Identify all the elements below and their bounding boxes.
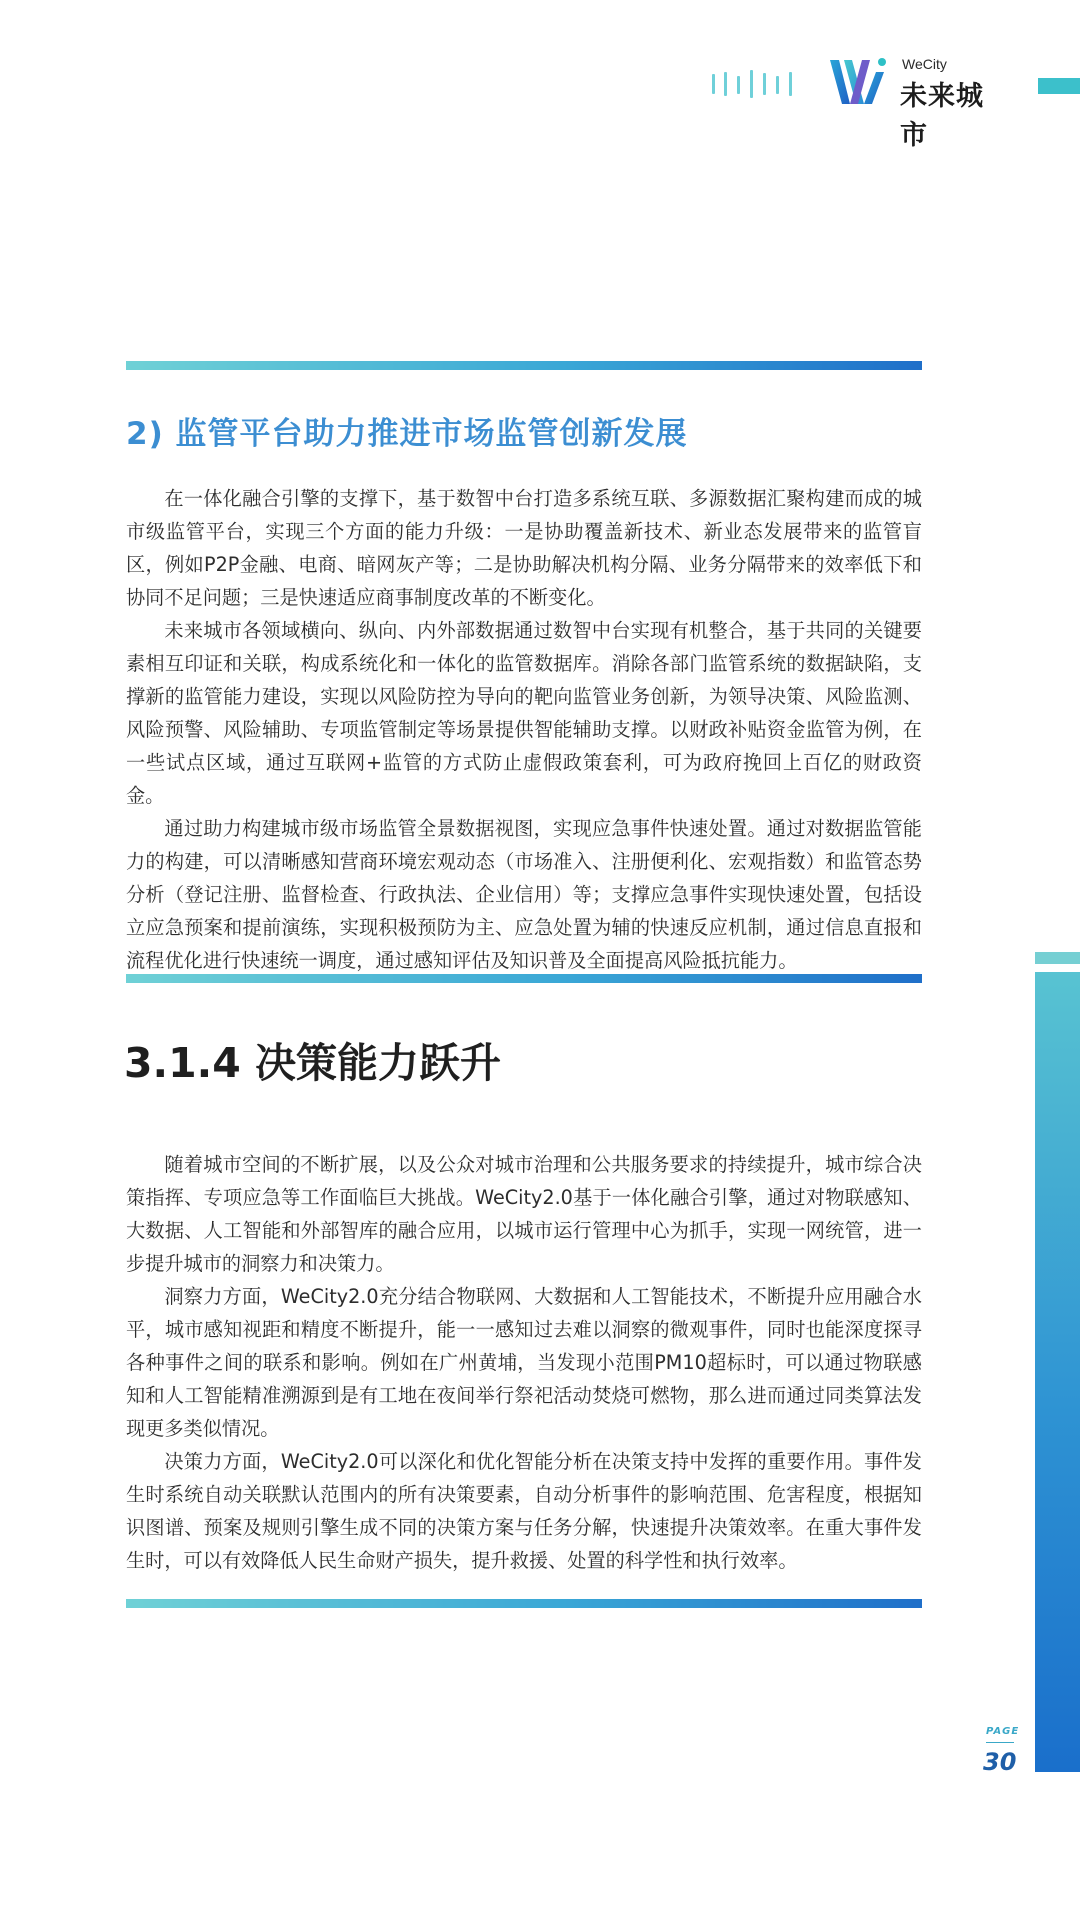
logo-english-text: WeCity (902, 56, 947, 72)
divider-bar (126, 974, 922, 983)
decor-tick (712, 74, 715, 94)
corner-accent-tab (1038, 78, 1080, 94)
section-body (126, 482, 922, 977)
paragraph: 洞察力方面，WeCity2.0充分结合物联网、大数据和人工智能技术，不断提升应用融合水平，城市感知视距和精度不断提升，能一一感知过去难以洞察的微观事件，同时也能深度探寻各种事件之间的联系和影响。例如在广州黄埔，当发现小范围PM10超标时，可以通过物联感知和人工智能精准溯源到是有工地在夜间举行祭祀活动焚烧可燃物，那么进而通过同类算法发现更多类似情况。 (126, 1285, 922, 1440)
decor-tick (776, 76, 779, 94)
decor-tick (763, 73, 766, 95)
divider-bar (126, 1599, 922, 1608)
chapter-body (126, 1148, 922, 1577)
paragraph: 决策力方面，WeCity2.0可以深化和优化智能分析在决策支持中发挥的重要作用。事件发生时系统自动关联默认范围内的所有决策要素，自动分析事件的影响范围、危害程度，根据知识图谱、预案及规则引擎生成不同的决策方案与任务分解，快速提升决策效率。在重大事件发生时，可以有效降低人民生命财产损失，提升救援、处置的科学性和执行效率。 (126, 1450, 922, 1572)
divider-bar (126, 361, 922, 370)
decor-tick (737, 76, 740, 94)
logo-chinese-text: 未来城市 (900, 81, 984, 151)
page-rule (986, 1742, 1014, 1743)
wecity-logo (828, 52, 1008, 151)
decor-tick (789, 72, 792, 96)
paragraph: 未来城市各领域横向、纵向、内外部数据通过数智中台实现有机整合，基于共同的关键要素相互印证和关联，构成系统化和一体化的监管数据库。消除各部门监管系统的数据缺陷，支撑新的监管能力建设，实现以风险防控为导向的靶向监管业务创新，为领导决策、风险监测、风险预警、风险辅助、专项监管制定等场景提供智能辅助支撑。以财政补贴资金监管为例，在一些试点区域，通过互联网+监管的方式防止虚假政策套利，可为政府挽回上百亿的财政资金。 (126, 619, 922, 807)
page-label: PAGE (986, 1726, 1020, 1737)
decor-tick (750, 70, 753, 98)
chapter-heading: 3.1.4 决策能力跃升 (124, 1039, 502, 1087)
paragraph: 通过助力构建城市级市场监管全景数据视图，实现应急事件快速处置。通过对数据监管能力的构建，可以清晰感知营商环境宏观动态（市场准入、注册便利化、宏观指数）和监管态势分析（登记注册、监督检查、行政执法、企业信用）等；支撑应急事件实现快速处置，包括设立应急预案和提前演练，实现积极预防为主、应急处置为辅的快速反应机制，通过信息直报和流程优化进行快速统一调度，通过感知评估及知识普及全面提高风险抵抗能力。 (126, 817, 922, 972)
decor-tick (724, 72, 727, 96)
paragraph: 随着城市空间的不断扩展，以及公众对城市治理和公共服务要求的持续提升，城市综合决策指挥、专项应急等工作面临巨大挑战。WeCity2.0基于一体化融合引擎，通过对物联感知、大数据、人工智能和外部智库的融合应用，以城市运行管理中心为抓手，实现一网统管，进一步提升城市的洞察力和决策力。 (126, 1153, 922, 1275)
wecity-logo-icon (828, 54, 890, 110)
side-accent-strip (1035, 952, 1080, 964)
paragraph: 在一体化融合引擎的支撑下，基于数智中台打造多系统互联、多源数据汇聚构建而成的城市级监管平台，实现三个方面的能力升级：一是协助覆盖新技术、新业态发展带来的监管盲区，例如P2P金融、电商、暗网灰产等；二是协助解决机构分隔、业务分隔带来的效率低下和协同不足问题；三是快速适应商事制度改革的不断变化。 (126, 487, 922, 609)
page-number: 30 (983, 1748, 1017, 1776)
side-accent-bar (1035, 972, 1080, 1772)
section-heading: 2) 监管平台助力推进市场监管创新发展 (126, 416, 688, 452)
